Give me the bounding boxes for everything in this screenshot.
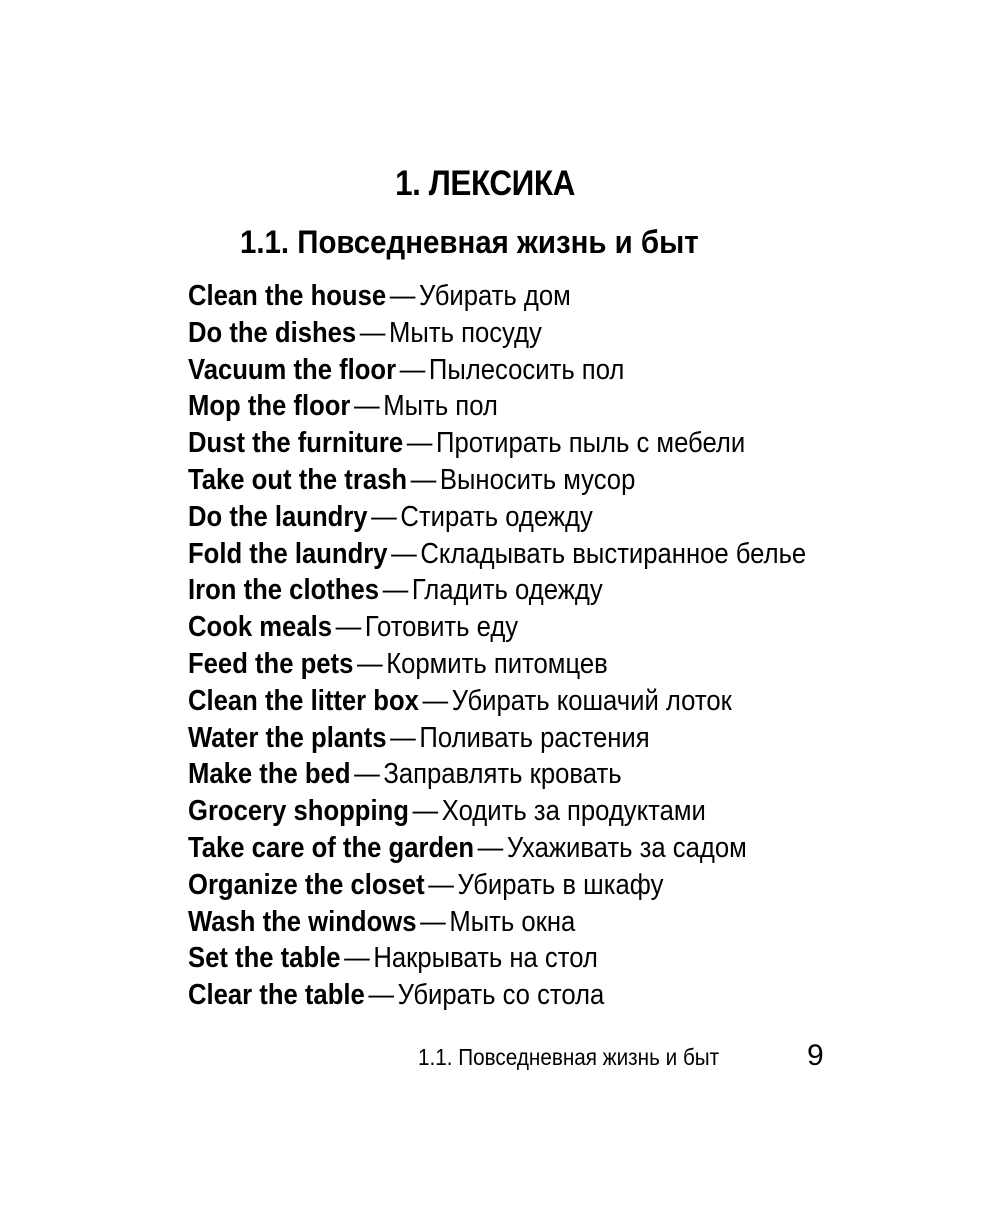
vocab-translation: Ходить за продуктами [441,795,706,828]
vocab-item [188,572,806,609]
vocab-item [188,425,806,462]
section-title: 1.1. Повседневная жизнь и быт [240,224,699,260]
separator-dash: — [354,390,380,423]
separator-dash: — [428,868,454,901]
vocab-item [188,720,806,757]
page-number: 9 [807,1039,824,1072]
vocab-term: Water the plants [188,721,387,754]
vocab-translation: Убирать со стола [397,979,605,1012]
vocab-term: Cook meals [188,611,332,644]
running-head: 1.1. Повседневная жизнь и быт [418,1044,720,1070]
vocab-item [188,315,806,352]
separator-dash: — [354,758,380,791]
vocab-translation: Мыть окна [449,905,576,938]
vocab-translation: Накрывать на стол [373,942,598,975]
vocab-item [188,536,806,573]
vocab-item [188,609,806,646]
vocab-term: Organize the closet [188,868,425,901]
chapter-title: 1. ЛЕКСИКА [395,164,575,203]
separator-dash: — [356,647,383,680]
vocab-term: Set the table [188,942,341,975]
vocab-term: Feed the pets [188,647,354,680]
vocab-translation: Стирать одежду [400,500,593,533]
vocab-item [188,977,806,1014]
vocab-item [188,388,806,425]
vocab-term: Make the bed [188,758,351,791]
separator-dash: — [477,831,504,864]
vocab-item [188,683,806,720]
vocab-item [188,793,806,830]
vocab-item [188,462,806,499]
vocab-term: Mop the floor [188,390,351,423]
separator-dash: — [389,280,416,312]
vocabulary-list [188,278,875,1014]
separator-dash: — [391,537,417,570]
separator-dash: — [390,721,416,754]
vocab-translation: Мыть посуду [389,316,542,349]
vocab-item [188,940,806,977]
separator-dash: — [412,795,439,828]
separator-dash: — [422,684,449,717]
vocab-item [188,278,806,315]
vocab-term: Do the dishes [188,316,357,349]
separator-dash: — [406,427,433,460]
vocab-translation: Убирать в шкафу [457,868,664,901]
separator-dash: — [359,316,386,349]
vocab-item [188,867,806,904]
vocab-term: Clear the table [188,979,365,1012]
vocab-translation: Кормить питомцев [386,647,608,680]
vocab-translation: Убирать кошачий лоток [451,684,732,717]
vocab-term: Take care of the garden [188,831,475,864]
vocab-translation: Поливать растения [419,721,650,754]
vocab-term: Wash the windows [188,905,417,938]
vocab-item [188,830,806,867]
vocab-term: Iron the clothes [188,574,379,607]
vocab-term: Dust the furniture [188,427,404,460]
vocab-term: Grocery shopping [188,795,409,828]
separator-dash: — [420,905,446,938]
vocab-item [188,904,806,941]
separator-dash: — [382,574,409,607]
vocab-translation: Заправлять кровать [383,758,622,791]
vocab-term: Clean the litter box [188,684,419,717]
vocab-translation: Складывать выстиранное белье [420,537,807,570]
vocab-term: Fold the laundry [188,537,388,570]
vocab-translation: Пылесосить пол [428,353,625,386]
separator-dash: — [399,353,426,386]
vocab-item [188,646,806,683]
vocab-translation: Протирать пыль с мебели [436,427,746,460]
vocab-translation: Выносить мусор [439,463,636,496]
separator-dash: — [368,979,395,1012]
vocab-term: Vacuum the floor [188,353,397,386]
separator-dash: — [410,463,437,496]
separator-dash: — [344,942,370,975]
vocab-item [188,352,806,389]
vocab-term: Clean the house [188,280,387,312]
separator-dash: — [371,500,397,533]
separator-dash: — [335,611,362,644]
vocab-translation: Убирать дом [418,280,571,312]
vocab-item [188,499,806,536]
vocab-translation: Гладить одежду [411,574,603,607]
vocab-translation: Мыть пол [383,390,498,423]
vocab-term: Do the laundry [188,500,368,533]
vocab-item [188,756,806,793]
vocab-translation: Ухаживать за садом [506,831,747,864]
vocab-term: Take out the trash [188,463,408,496]
vocab-translation: Готовить еду [364,611,519,644]
